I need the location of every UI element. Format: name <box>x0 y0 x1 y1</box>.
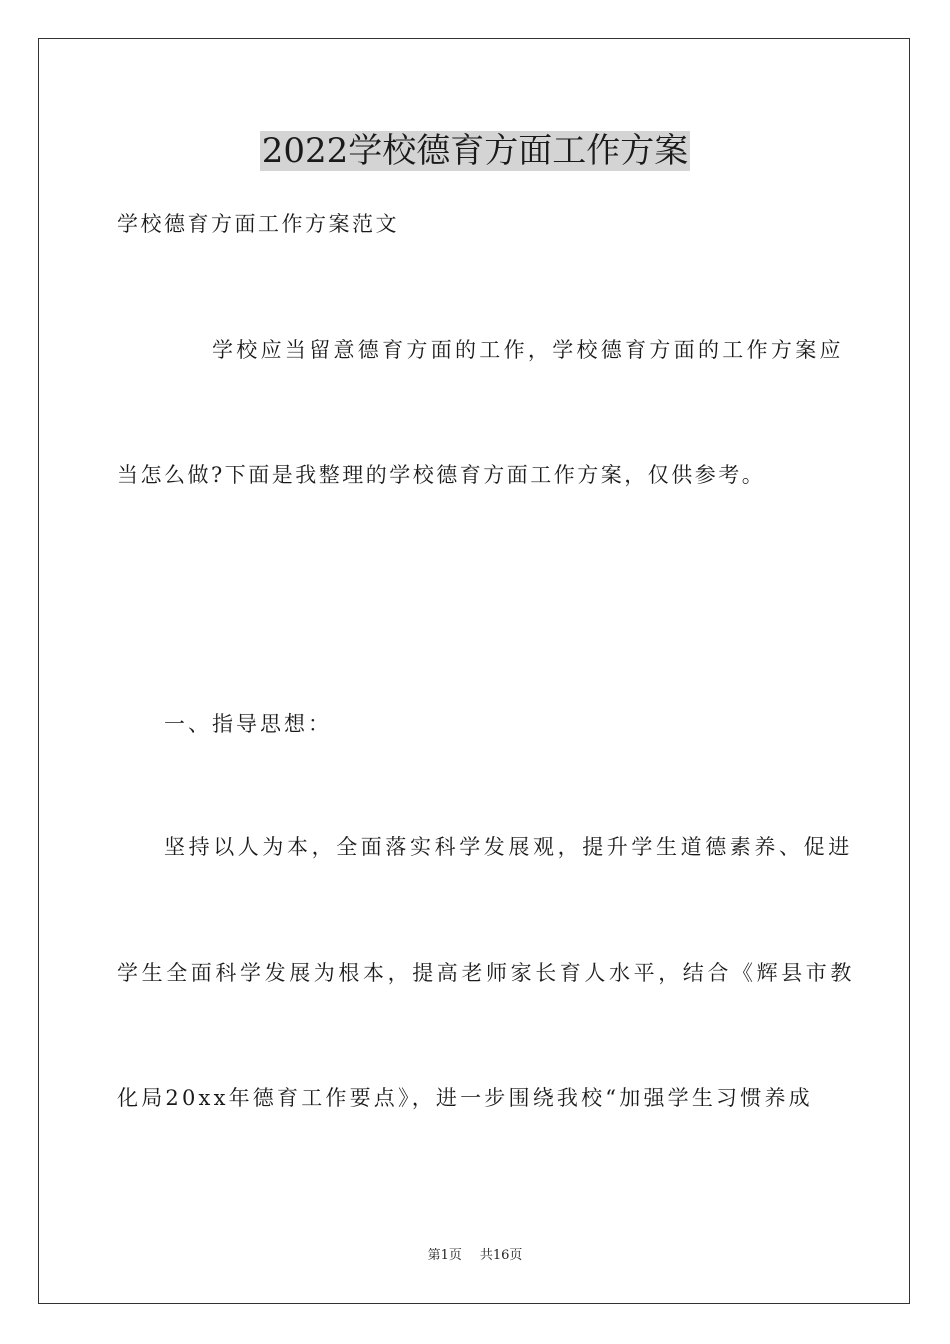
document-title <box>0 126 950 176</box>
page-number-total: 共16页 <box>479 1248 523 1263</box>
page-footer <box>0 1246 950 1266</box>
document-title-text: 2022学校德育方面工作方案 <box>261 131 689 171</box>
section-body-line-3: 化局20xx年德育工作要点》，进一步围绕我校“加强学生习惯养成 <box>117 1086 813 1110</box>
section-body-line-2: 学生全面科学发展为根本，提高老师家长育人水平，结合《辉县市教 <box>117 961 855 985</box>
section-heading-guiding-thought: 一、指导思想： <box>164 712 332 736</box>
section-body-line-1: 坚持以人为本，全面落实科学发展观，提升学生道德素养、促进 <box>164 835 853 859</box>
intro-paragraph-line-1: 学校应当留意德育方面的工作，学校德育方面的工作方案应 <box>212 338 844 362</box>
page-number-current: 第1页 <box>427 1248 462 1263</box>
intro-paragraph-line-2: 当怎么做?下面是我整理的学校德育方面工作方案，仅供参考。 <box>117 463 766 487</box>
document-subtitle: 学校德育方面工作方案范文 <box>117 212 399 236</box>
